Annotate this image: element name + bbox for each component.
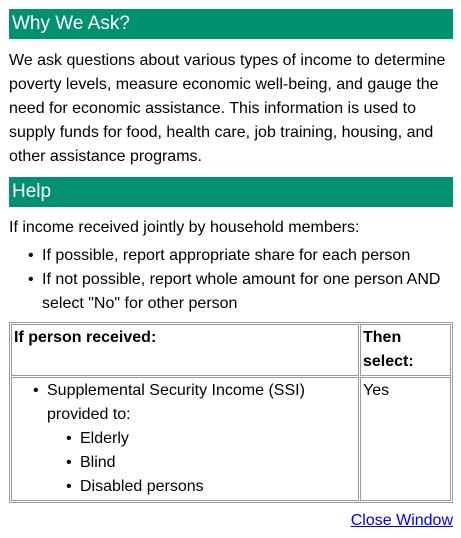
column-header-then-select: Then select: [360,324,451,376]
recipient-text: Blind [80,454,116,471]
list-item [9,268,453,316]
list-item [14,379,356,499]
income-item-text: Supplemental Security Income (SSI) provided to: [47,382,305,423]
bullet-icon: • [66,454,72,471]
help-window-content [9,9,453,503]
recipient-list [47,427,356,499]
table-cell-select: Yes [360,377,451,501]
recipient-text: Disabled persons [80,478,204,495]
help-table [9,322,453,503]
recipient-text: Elderly [80,430,129,447]
help-intro-text: If income received jointly by household members: [9,219,360,236]
bullet-icon: • [33,382,39,399]
list-item [47,451,356,475]
table-cell-income [11,377,359,501]
bullet-icon: • [66,478,72,495]
help-bullet-list [9,244,453,316]
why-we-ask-text: We ask questions about various types of income to determine poverty levels, measure economic well-being, and gauge the need for economic assistance. This information is used to supply funds for food, health care, job training, housing, and other assistance programs. [9,52,446,165]
table-row [11,377,451,501]
column-header-person-received: If person received: [11,324,359,376]
bullet-icon: • [28,247,34,264]
list-item [47,427,356,451]
list-item [9,244,453,268]
help-bullet-text: If possible, report appropriate share for each person [42,247,411,264]
close-window-link[interactable]: Close Window [350,512,453,529]
why-we-ask-header: Why We Ask? [9,9,453,39]
bullet-icon: • [66,430,72,447]
help-bullet-text: If not possible, report whole amount for one person AND select "No" for other person [42,271,441,312]
bullet-icon: • [28,271,34,288]
income-list [14,379,356,499]
help-header: Help [9,177,453,207]
table-header-row [11,324,451,376]
list-item [47,475,356,499]
